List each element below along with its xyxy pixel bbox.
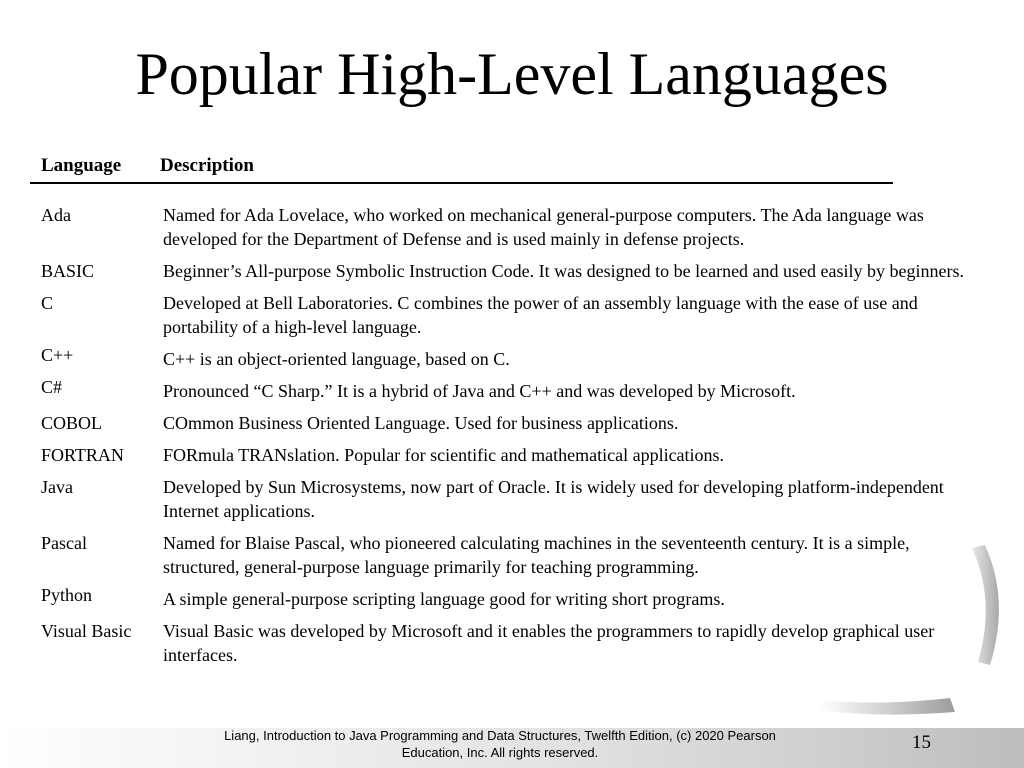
table-row-csharp [41, 379, 976, 403]
footer-copyright [190, 727, 810, 761]
language-name: Python [41, 585, 93, 605]
language-name: Java [41, 477, 73, 497]
language-name: C++ [41, 345, 74, 365]
table-row-java [41, 475, 976, 523]
language-description: Visual Basic was developed by Microsoft and it enables the programmers to rapidly develop graphical user interfaces. [163, 621, 935, 665]
table-row-fortran [41, 443, 976, 467]
table-row-pascal [41, 531, 976, 579]
table-row-cpp [41, 347, 976, 371]
table-row-c [41, 291, 976, 339]
language-description: Named for Ada Lovelace, who worked on mechanical general-purpose computers. The Ada language was developed for the Department of Defense and is used mainly in defense projects. [163, 205, 924, 249]
language-name: COBOL [41, 413, 103, 433]
table-row-ada [41, 203, 976, 251]
language-name: Ada [41, 205, 71, 225]
language-description: Pronounced “C Sharp.” It is a hybrid of Java and C++ and was developed by Microsoft. [163, 381, 796, 401]
footer-line-1: Liang, Introduction to Java Programming and Data Structures, Twelfth Edition, (c) 2020 Pearson [224, 728, 776, 743]
language-description: FORmula TRANslation. Popular for scientific and mathematical applications. [163, 445, 725, 465]
header-divider [30, 182, 893, 184]
page-number: 15 [912, 732, 931, 753]
language-description: A simple general-purpose scripting language good for writing short programs. [163, 589, 725, 609]
column-header-language: Language [41, 155, 122, 176]
language-name: Pascal [41, 533, 87, 553]
language-description: Developed by Sun Microsystems, now part of Oracle. It is widely used for developing platform-independent Internet applications. [163, 477, 944, 521]
language-name: C [41, 293, 54, 313]
table-row-python [41, 587, 976, 611]
language-name: Visual Basic [41, 621, 132, 641]
language-description: COmmon Business Oriented Language. Used for business applications. [163, 413, 679, 433]
table-row-visual-basic [41, 619, 976, 667]
language-table [41, 203, 976, 675]
column-header-description: Description [160, 155, 254, 176]
language-name: FORTRAN [41, 445, 124, 465]
language-description: Developed at Bell Laboratories. C combines the power of an assembly language with the ease of use and portability of a high-level language. [163, 293, 918, 337]
language-name: BASIC [41, 261, 95, 281]
language-description: C++ is an object-oriented language, based on C. [163, 349, 510, 369]
page-title: Popular High-Level Languages [135, 41, 889, 107]
table-row-cobol [41, 411, 976, 435]
footer-line-2: Education, Inc. All rights reserved. [401, 745, 599, 760]
language-description: Named for Blaise Pascal, who pioneered calculating machines in the seventeenth century. It is a simple, structured, general-purpose language primarily for teaching programming. [163, 533, 910, 577]
table-row-basic [41, 259, 976, 283]
language-name: C# [41, 377, 63, 397]
language-description: Beginner’s All-purpose Symbolic Instruction Code. It was designed to be learned and used easily by beginners. [163, 261, 964, 281]
